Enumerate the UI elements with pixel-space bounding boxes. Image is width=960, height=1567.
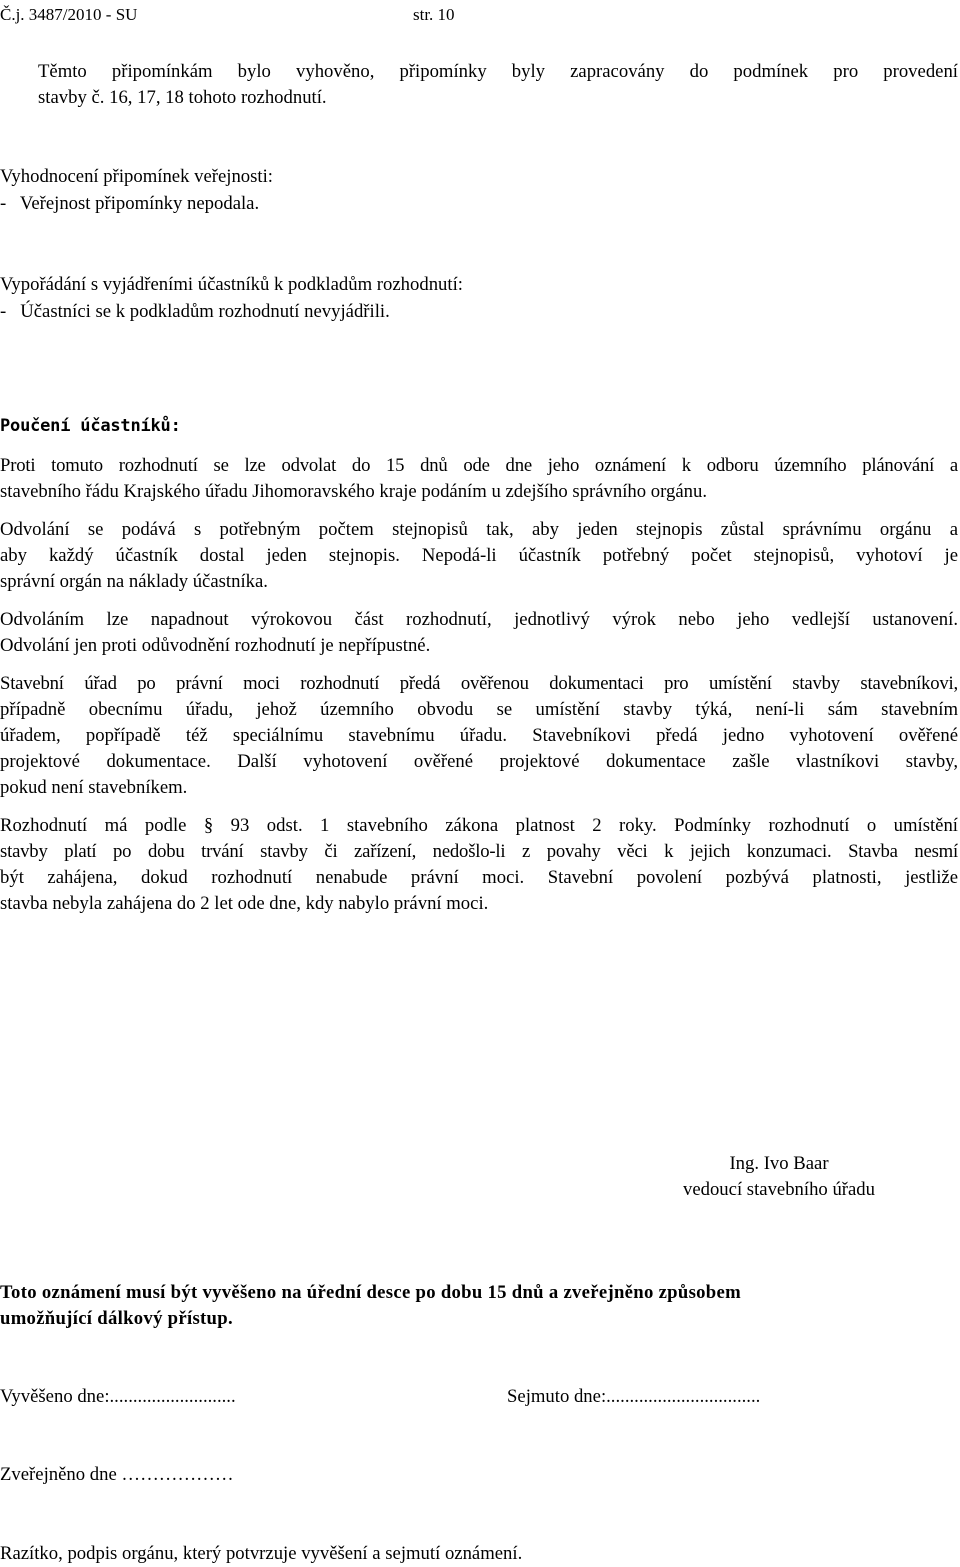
signatory-role: vedoucí stavebního úřadu	[682, 1179, 875, 1200]
instruction-p4-line-4: projektové dokumentace. Další vyhotovení ověřené projektové dokumentace zašle vlastníkovi stavby,	[0, 751, 958, 772]
instruction-p3-line-2: Odvolání jen proti odůvodnění rozhodnutí je nepřípustné.	[0, 635, 431, 656]
instruction-p2-line-1: Odvolání se podává s potřebným počtem stejnopisů tak, aby jeden stejnopis zůstal správnímu orgánu a	[0, 519, 958, 540]
stamp-signature-note: Razítko, podpis orgánu, který potvrzuje vyvěšení a sejmutí oznámení.	[0, 1543, 523, 1564]
instruction-p5-line-2: stavby platí po dobu trvání stavby či zařízení, nedošlo-li z povahy věci k jejich konzumaci. Stavba nesmí	[0, 841, 958, 862]
instruction-p3-line-1: Odvoláním lze napadnout výrokovou část rozhodnutí, jednotlivý výrok nebo jeho vedlejší ustanovení.	[0, 609, 958, 630]
participants-eval-title: Vypořádání s vyjádřeními účastníků k podkladům rozhodnutí:	[0, 274, 463, 295]
page-number: str. 10	[413, 5, 455, 24]
participants-eval-item: - Účastníci se k podkladům rozhodnutí nevyjádřili.	[0, 301, 390, 322]
removed-date-field: Sejmuto dne:.................................	[507, 1386, 761, 1407]
intro-line-2: stavby č. 16, 17, 18 tohoto rozhodnutí.	[38, 87, 327, 108]
instruction-p4-line-2: případně obecnímu úřadu, jehož územního obvodu se umístění stavby týká, není-li sám stavebním	[0, 699, 958, 720]
instruction-p5-line-1: Rozhodnutí má podle § 93 odst. 1 stavebního zákona platnost 2 roky. Podmínky rozhodnutí o umístění	[0, 815, 958, 836]
instruction-p4-line-5: pokud není stavebníkem.	[0, 777, 188, 798]
instruction-p2-line-3: správní orgán na náklady účastníka.	[0, 571, 268, 592]
instruction-p2-line-2: aby každý účastník dostal jeden stejnopis. Nepodá-li účastník potřebný počet stejnopisů, vyhotoví je	[0, 545, 958, 566]
signatory-name: Ing. Ivo Baar	[729, 1153, 829, 1174]
published-date-field: Zveřejněno dne ………………	[0, 1464, 234, 1485]
instruction-p4-line-3: úřadem, popřípadě též speciálnímu stavebnímu úřadu. Stavebníkovi předá jedno vyhotovení ověřené	[0, 725, 958, 746]
instruction-p1-line-1: Proti tomuto rozhodnutí se lze odvolat do 15 dnů ode dne jeho oznámení k odboru územního plánování a	[0, 455, 958, 476]
instruction-p1-line-2: stavebního řádu Krajského úřadu Jihomoravského kraje podáním u zdejšího správního orgánu.	[0, 481, 708, 502]
instruction-heading: Poučení účastníků:	[0, 416, 181, 436]
posted-date-field: Vyvěšeno dne:...........................	[0, 1386, 236, 1407]
public-eval-title: Vyhodnocení připomínek veřejnosti:	[0, 166, 273, 187]
document-reference: Č.j. 3487/2010 - SU	[0, 5, 138, 24]
public-eval-item: - Veřejnost připomínky nepodala.	[0, 193, 260, 214]
instruction-p5-line-3: být zahájena, dokud rozhodnutí nenabude právní moci. Stavební povolení pozbývá platnosti, jestliže	[0, 867, 958, 888]
intro-line-1: Těmto připomínkám bylo vyhověno, připomínky byly zapracovány do podmínek pro provedení	[38, 61, 958, 82]
posting-notice-line-1: Toto oznámení musí být vyvěšeno na úřední desce po dobu 15 dnů a zveřejněno způsobem	[0, 1282, 741, 1303]
instruction-p5-line-4: stavba nebyla zahájena do 2 let ode dne, kdy nabylo právní moci.	[0, 893, 489, 914]
instruction-p4-line-1: Stavební úřad po právní moci rozhodnutí předá ověřenou dokumentaci pro umístění stavby stavebníkovi,	[0, 673, 958, 694]
posting-notice-line-2: umožňující dálkový přístup.	[0, 1308, 233, 1329]
